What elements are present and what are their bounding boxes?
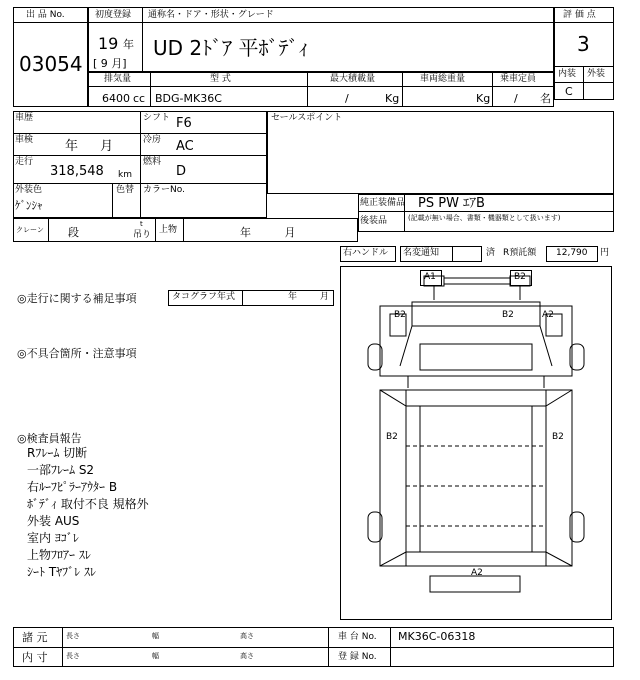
max-load: / (345, 92, 349, 105)
fuel-label: 燃料 (143, 157, 162, 167)
body-date: 年 月 (240, 226, 296, 239)
length-label: 長さ (66, 632, 80, 640)
tachograph-label: タコグラフ年式 (172, 292, 236, 302)
height-label: 高さ (240, 652, 254, 660)
reg-label: 登 録 No. (338, 652, 377, 662)
capacity: / (514, 92, 518, 105)
defects-heading: ◎不具合箇所・注意事項 (17, 347, 137, 360)
name-change: 名変通知 (403, 248, 440, 258)
mileage: 318,548 (50, 164, 104, 179)
color-code-label: カラーNo. (143, 185, 185, 195)
model-grade-label: 通称名・ドア・形状・グレード (148, 10, 274, 20)
history-label: 車歴 (15, 113, 34, 123)
report-line: 上物ﾌﾛｱｰ ｽﾚ (27, 548, 91, 562)
aftermarket-note: (記載が無い場合、書類・機器類として扱います) (408, 214, 561, 222)
r-deposit-label: R預託額 (503, 248, 537, 258)
crane-label: クレーン (16, 226, 44, 234)
model-type: BDG-MK36C (155, 92, 222, 105)
color: ｹﾞﾝｼｬ (15, 199, 43, 212)
yen-unit: 円 (600, 248, 610, 258)
crane-t: t (140, 220, 143, 228)
body-label: 上物 (159, 225, 178, 235)
report-line: Rﾌﾚｰﾑ 切断 (27, 446, 88, 460)
exterior-label: 外装 (587, 69, 606, 79)
lot-no-label: 出 品 No. (26, 10, 65, 20)
report-line: ｼｰﾄ Tﾔﾌﾞﾚ ｽﾚ (27, 565, 96, 579)
first-reg-label: 初度登録 (95, 10, 132, 20)
capacity-unit: 名 (540, 92, 551, 105)
max-load-label: 最大積載量 (330, 74, 376, 84)
ac: AC (176, 139, 194, 154)
color-no-label: 色替 (116, 185, 135, 195)
inspection-date: 年 月 (65, 139, 114, 154)
r-deposit: 12,790 (556, 248, 588, 258)
reg-year: 19 (98, 34, 119, 53)
report-line: 右ﾙｰﾌﾋﾟﾗｰｱｳﾀｰ B (27, 480, 118, 494)
report-line: 一部ﾌﾚｰﾑ S2 (27, 463, 95, 477)
tachograph-date: 年 月 (288, 292, 329, 302)
naisun-label: 内 寸 (22, 651, 48, 664)
color-label: 外装色 (15, 185, 43, 195)
driving-supplement-heading: ◎走行に関する補足事項 (17, 292, 137, 305)
fuel: D (176, 164, 187, 179)
inspector-report-heading: ◎検査員報告 (17, 432, 82, 445)
inspection-label: 車検 (15, 135, 34, 145)
aftermarket-label: 後装品 (360, 216, 388, 226)
damage-mark-label: A2 (471, 568, 483, 578)
crane-hang: 吊り (133, 230, 152, 240)
handle: 右ハンドル (343, 248, 389, 258)
damage-mark-label: B2 (552, 432, 564, 442)
kg-unit-1: Kg (385, 92, 400, 105)
width-label: 幅 (152, 652, 159, 660)
score: 3 (577, 32, 590, 56)
reg-month: [ 9 月] (93, 57, 127, 70)
damage-mark-label: A1 (424, 272, 436, 282)
year-unit: 年 (123, 38, 134, 51)
crane-stage: 段 (68, 226, 79, 239)
equipment-label: 純正装備品 (360, 198, 406, 208)
type-label: 型 式 (210, 74, 231, 84)
mileage-label: 走行 (15, 157, 34, 167)
length-label: 長さ (66, 652, 80, 660)
kg-unit-2: Kg (476, 92, 491, 105)
score-label: 評 価 点 (563, 10, 596, 20)
chassis-label: 車 台 No. (338, 632, 377, 642)
height-label: 高さ (240, 632, 254, 640)
report-line: 室内 ﾖｺﾞﾚ (27, 531, 79, 545)
width-label: 幅 (152, 632, 159, 640)
displacement: 6400 (102, 92, 130, 105)
damage-mark-label: A2 (542, 310, 554, 320)
inspector-report-list (27, 447, 149, 583)
selling-points-label: セールスポイント (271, 113, 343, 123)
shift: F6 (176, 116, 192, 131)
interior-score: C (565, 85, 573, 98)
damage-mark-label: B2 (502, 310, 514, 320)
crane-box (13, 218, 358, 242)
damage-mark-label: B2 (386, 432, 398, 442)
ac-label: 冷房 (143, 135, 162, 145)
damage-mark-label: B2 (514, 272, 526, 282)
chassis-number: MK36C-06318 (398, 630, 476, 643)
km-unit: km (118, 170, 132, 180)
model-name: UD 2ﾄﾞｱ 平ﾎﾞﾃﾞｨ (153, 36, 309, 60)
lot-number: 03054 (19, 52, 83, 76)
equipment: PS PW ｴｱB (418, 196, 485, 211)
gross-weight-label: 車両総重量 (420, 74, 466, 84)
recycle-status: 済 (486, 248, 496, 258)
shogen-label: 諸 元 (22, 631, 48, 644)
interior-label: 内装 (558, 69, 577, 79)
report-line: ﾎﾞﾃﾞｨ 取付不良 規格外 (27, 497, 149, 511)
truck-diagram (340, 266, 612, 620)
displacement-label: 排気量 (104, 74, 132, 84)
shift-label: シフト (143, 113, 171, 123)
capacity-label: 乗車定員 (500, 74, 537, 84)
cc-unit: cc (133, 92, 146, 105)
report-line: 外装 AUS (27, 514, 80, 528)
damage-mark-label: B2 (394, 310, 406, 320)
